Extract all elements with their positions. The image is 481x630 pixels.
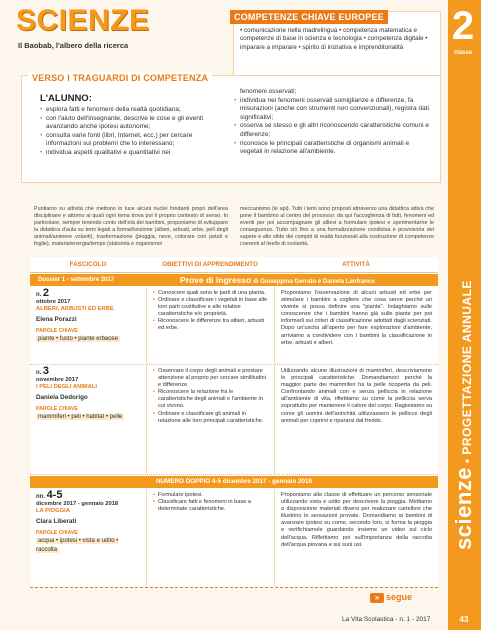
table-row bbox=[30, 489, 438, 587]
list-item: • Riconoscere la relazione fra le caratteristiche degli animali e l'ambiente in cui vivono. bbox=[153, 389, 263, 410]
list-item: • Formulare ipotesi. bbox=[153, 492, 203, 498]
list-item: • Riconoscere le differenze tra alberi, arbusti ed erbe. bbox=[153, 318, 265, 332]
column-header-attivita: ATTIVITÀ bbox=[274, 257, 438, 273]
list-item: • Classificare fatti e fenomeni in base a determinate caratteristiche. bbox=[153, 499, 251, 513]
table-end-divider bbox=[30, 587, 438, 588]
continue-link[interactable]: » segue bbox=[370, 592, 412, 603]
dossier-date: Dossier 1 - settembre 2017 bbox=[38, 277, 115, 283]
list-item: • individua aspetti qualitativi e quantitativi nei bbox=[40, 148, 171, 156]
list-item: • individua nei fenomeni osservati somiglianze e differenze, fa misurazioni (anche con strumenti non convenzionali), registra dati significativi; bbox=[234, 96, 429, 121]
activity-cell: Proponiamo alla classe di effettuare un percorso sensoriale utilizzando vista e udito per descrivere la pioggia. Mettiamo a disposizione materiali diversi per realizzare cartelloni che illustrino le sensazioni provate. Domandiamo ai bambini di avanzare ipotesi su come, secondo loro, si forma la pioggia e verifichiamole guardando insieme un video sul ciclo dell'acqua. Riflettiamo poi sull'importanza della raccolta dell'acqua piovana e sui suoi usi. bbox=[274, 489, 438, 587]
keywords-label: PAROLE CHIAVE bbox=[36, 328, 78, 335]
issue-month: novembre 2017 bbox=[36, 377, 79, 384]
fascicolo-cell: nn. 4-5 dicembre 2017 - gennaio 2018 LA PIOGGIA Clara Liberati PAROLE CHIAVE acqua • ipotesi • vista e udito • raccolta bbox=[30, 489, 146, 587]
table-row bbox=[30, 365, 438, 475]
list-item: fenomeni osservati; bbox=[240, 88, 297, 95]
issue-title: LA PIOGGIA bbox=[36, 508, 70, 515]
programme-table bbox=[30, 257, 438, 587]
keywords-label: PAROLE CHIAVE bbox=[36, 406, 78, 413]
traguardi-list-right bbox=[234, 88, 432, 157]
keywords: piante • fusto • piante erbacee bbox=[38, 336, 118, 343]
intro-column-1: Puntiamo su attività che mettono in luce alcuni nuclei fondanti propri dell'area disciplinare e attorno ai quali ogni tema trova poi il proprio contesto di senso. In particolare, sempre tenendo conto dell'età dei bambini, proponiamo di sviluppare la didattica d'aula su temi legati a forma/funzione (alberi, arbusti, erbe, peli degli animali/animere volanti), trasformazione (pioggia, neve, colorare con petali e foglie), materia/energia/tempo (stato/età e organismo/ bbox=[34, 206, 228, 248]
issue-author: Daniela Dedorigo bbox=[36, 394, 88, 402]
traguardi-list-left bbox=[40, 106, 223, 158]
issue-month: dicembre 2017 - gennaio 2018 bbox=[36, 501, 119, 508]
issue-author: Elena Porazzi bbox=[36, 316, 77, 324]
issue-number: 4-5 bbox=[46, 489, 63, 501]
traguardi-lead: L'ALUNNO: bbox=[40, 93, 92, 104]
list-item: • con l'aiuto dell'insegnante, descrive le cose e gli eventi avanzando anche ipotesi autonome; bbox=[40, 114, 204, 131]
keywords: acqua • ipotesi • vista e udito • raccolta bbox=[36, 538, 119, 553]
table-row bbox=[30, 287, 438, 365]
right-sidebar bbox=[448, 0, 481, 630]
double-chevron-right-icon: » bbox=[370, 593, 384, 603]
list-item: • Ordinare e classificare i vegetali in base alle loro parti costitutive e alle relative caratteristiche e/o proprietà. bbox=[153, 297, 268, 318]
competenze-heading: COMPETENZE CHIAVE EUROPEE bbox=[230, 10, 388, 24]
list-item: • Osservare il corpo degli animali e prestare attenzione al proprio per cercare similitudini e differenze. bbox=[153, 368, 266, 389]
list-item: • Conoscere quali sono le parti di una pianta. bbox=[153, 290, 266, 296]
fascicolo-cell: n. 3 novembre 2017 I PELI DEGLI ANIMALI Daniela Dedorigo PAROLE CHIAVE mammiferi • peli • habitat • pelle bbox=[30, 365, 146, 474]
objectives-cell bbox=[146, 287, 274, 364]
issue-author: Clara Liberati bbox=[36, 518, 77, 526]
double-issue-band: NUMERO DOPPIO 4-5 dicembre 2017 - gennaio 2018 bbox=[30, 476, 438, 488]
magazine-footer: La Vita Scolastica - n. 1 - 2017 bbox=[342, 616, 431, 623]
issue-month: ottobre 2017 bbox=[36, 299, 71, 306]
dossier-title: Prove di ingresso bbox=[180, 275, 252, 285]
activity-cell: Utilizzando alcune illustrazioni di mammiferi, descriviamone le principali caratteristiche. Domandiamoci perché la maggior parte dei mammiferi ha la pelle ricoperta da peli. Confrontando animali con e senza pelliccia in relazione all'ambiente di vita, riflettiamo su come la pelliccia serva soprattutto per mantenere il calore del corpo. Ragioniamo su come gli uomini dell'antichità utilizzassero le pellicce degli animali per coprirsi e ripararsi dal freddo. bbox=[274, 365, 438, 474]
activity-cell: Proponiamo l'osservazione di alcuni arbusti ed erbe per stimolare i bambini a cogliere che cosa serve perché un vivente si possa definire una "pianta". Indaghiamo sulle conoscenze che i bambini hanno già sulle piante per poi informarli sui criteri di classificazione adottati dagli scienziati. Dopo un'uscita all'aperto per fare esplorazioni d'ambiente, arriviamo a condividere con i bambini la classificazione in erbe, arbusti e alberi. bbox=[274, 287, 438, 364]
grade-number: 2 bbox=[451, 4, 475, 48]
column-header-obiettivi: OBIETTIVI DI APPRENDIMENTO bbox=[146, 257, 274, 273]
dossier-authors: di Giuseppina Gerrato e Daniela Lanfranco bbox=[253, 279, 375, 285]
dossier-band bbox=[30, 274, 438, 286]
intro-column-2: meccanismo (le api). Tutti i temi sono proposti attraverso una didattica attiva che pone il bambino al centro del processo: da qui l'accoglienza di fatti, fenomeni ed eventi per poi accompagnare gli allievi a formulare ipotesi e sperimentarne le conseguenze. Tutto ciò fino a una formalizzazione condivisa e provvisoria del sapere e allo sfide dei compiti di realtà funzionali alla costruzione di competenze coerenti al livello di scolarità. bbox=[240, 206, 434, 248]
list-item: • esplora fatti e fenomeni della realtà quotidiana; bbox=[40, 106, 181, 113]
page-number: 43 bbox=[459, 615, 469, 624]
page-title: SCIENZE bbox=[16, 4, 150, 37]
section-label: scienze • PROGETTAZIONE ANNUALE bbox=[451, 280, 476, 550]
keywords: mammiferi • peli • habitat • pelle bbox=[38, 414, 123, 421]
objectives-cell bbox=[146, 489, 274, 587]
issue-number: 3 bbox=[42, 365, 50, 377]
list-item: • osserva se stesso e gli altri riconoscendo caratteristiche comuni e differenze; bbox=[234, 122, 429, 138]
column-header-fascicolo: FASCICOLO bbox=[30, 257, 146, 273]
objectives-cell bbox=[146, 365, 274, 474]
keywords-label: PAROLE CHIAVE bbox=[36, 530, 78, 537]
issue-title: ALBERI, ARBUSTI ED ERBE bbox=[36, 306, 114, 313]
traguardi-box bbox=[22, 73, 440, 182]
traguardi-heading: VERSO I TRAGUARDI DI COMPETENZA bbox=[28, 72, 212, 84]
page-subtitle: Il Baobab, l'albero della ricerca bbox=[18, 41, 129, 50]
issue-number: 2 bbox=[42, 287, 50, 299]
grade-label: classe bbox=[453, 50, 473, 56]
competenze-text: • comunicazione nella madrelingua • competenza matematica e competenze di base in scienza e tecnologia • competenza digitale • imparare a imparare • spirito di iniziativa e imprenditorialità bbox=[240, 27, 428, 51]
issue-title: I PELI DEGLI ANIMALI bbox=[36, 384, 97, 391]
fascicolo-cell: n. 2 ottobre 2017 ALBERI, ARBUSTI ED ERBE Elena Porazzi PAROLE CHIAVE piante • fusto • piante erbacee bbox=[30, 287, 146, 364]
list-item: • riconosce le principali caratteristiche di organismi animali e vegetali in relazione all'ambiente. bbox=[234, 139, 410, 156]
list-item: • Ordinare e classificare gli animali in relazione alle loro principali caratteristiche. bbox=[153, 410, 264, 424]
list-item: • consulta varie fonti (libri, Internet, ecc.) per cercare informazioni sui problemi che lo interessano; bbox=[40, 131, 193, 148]
